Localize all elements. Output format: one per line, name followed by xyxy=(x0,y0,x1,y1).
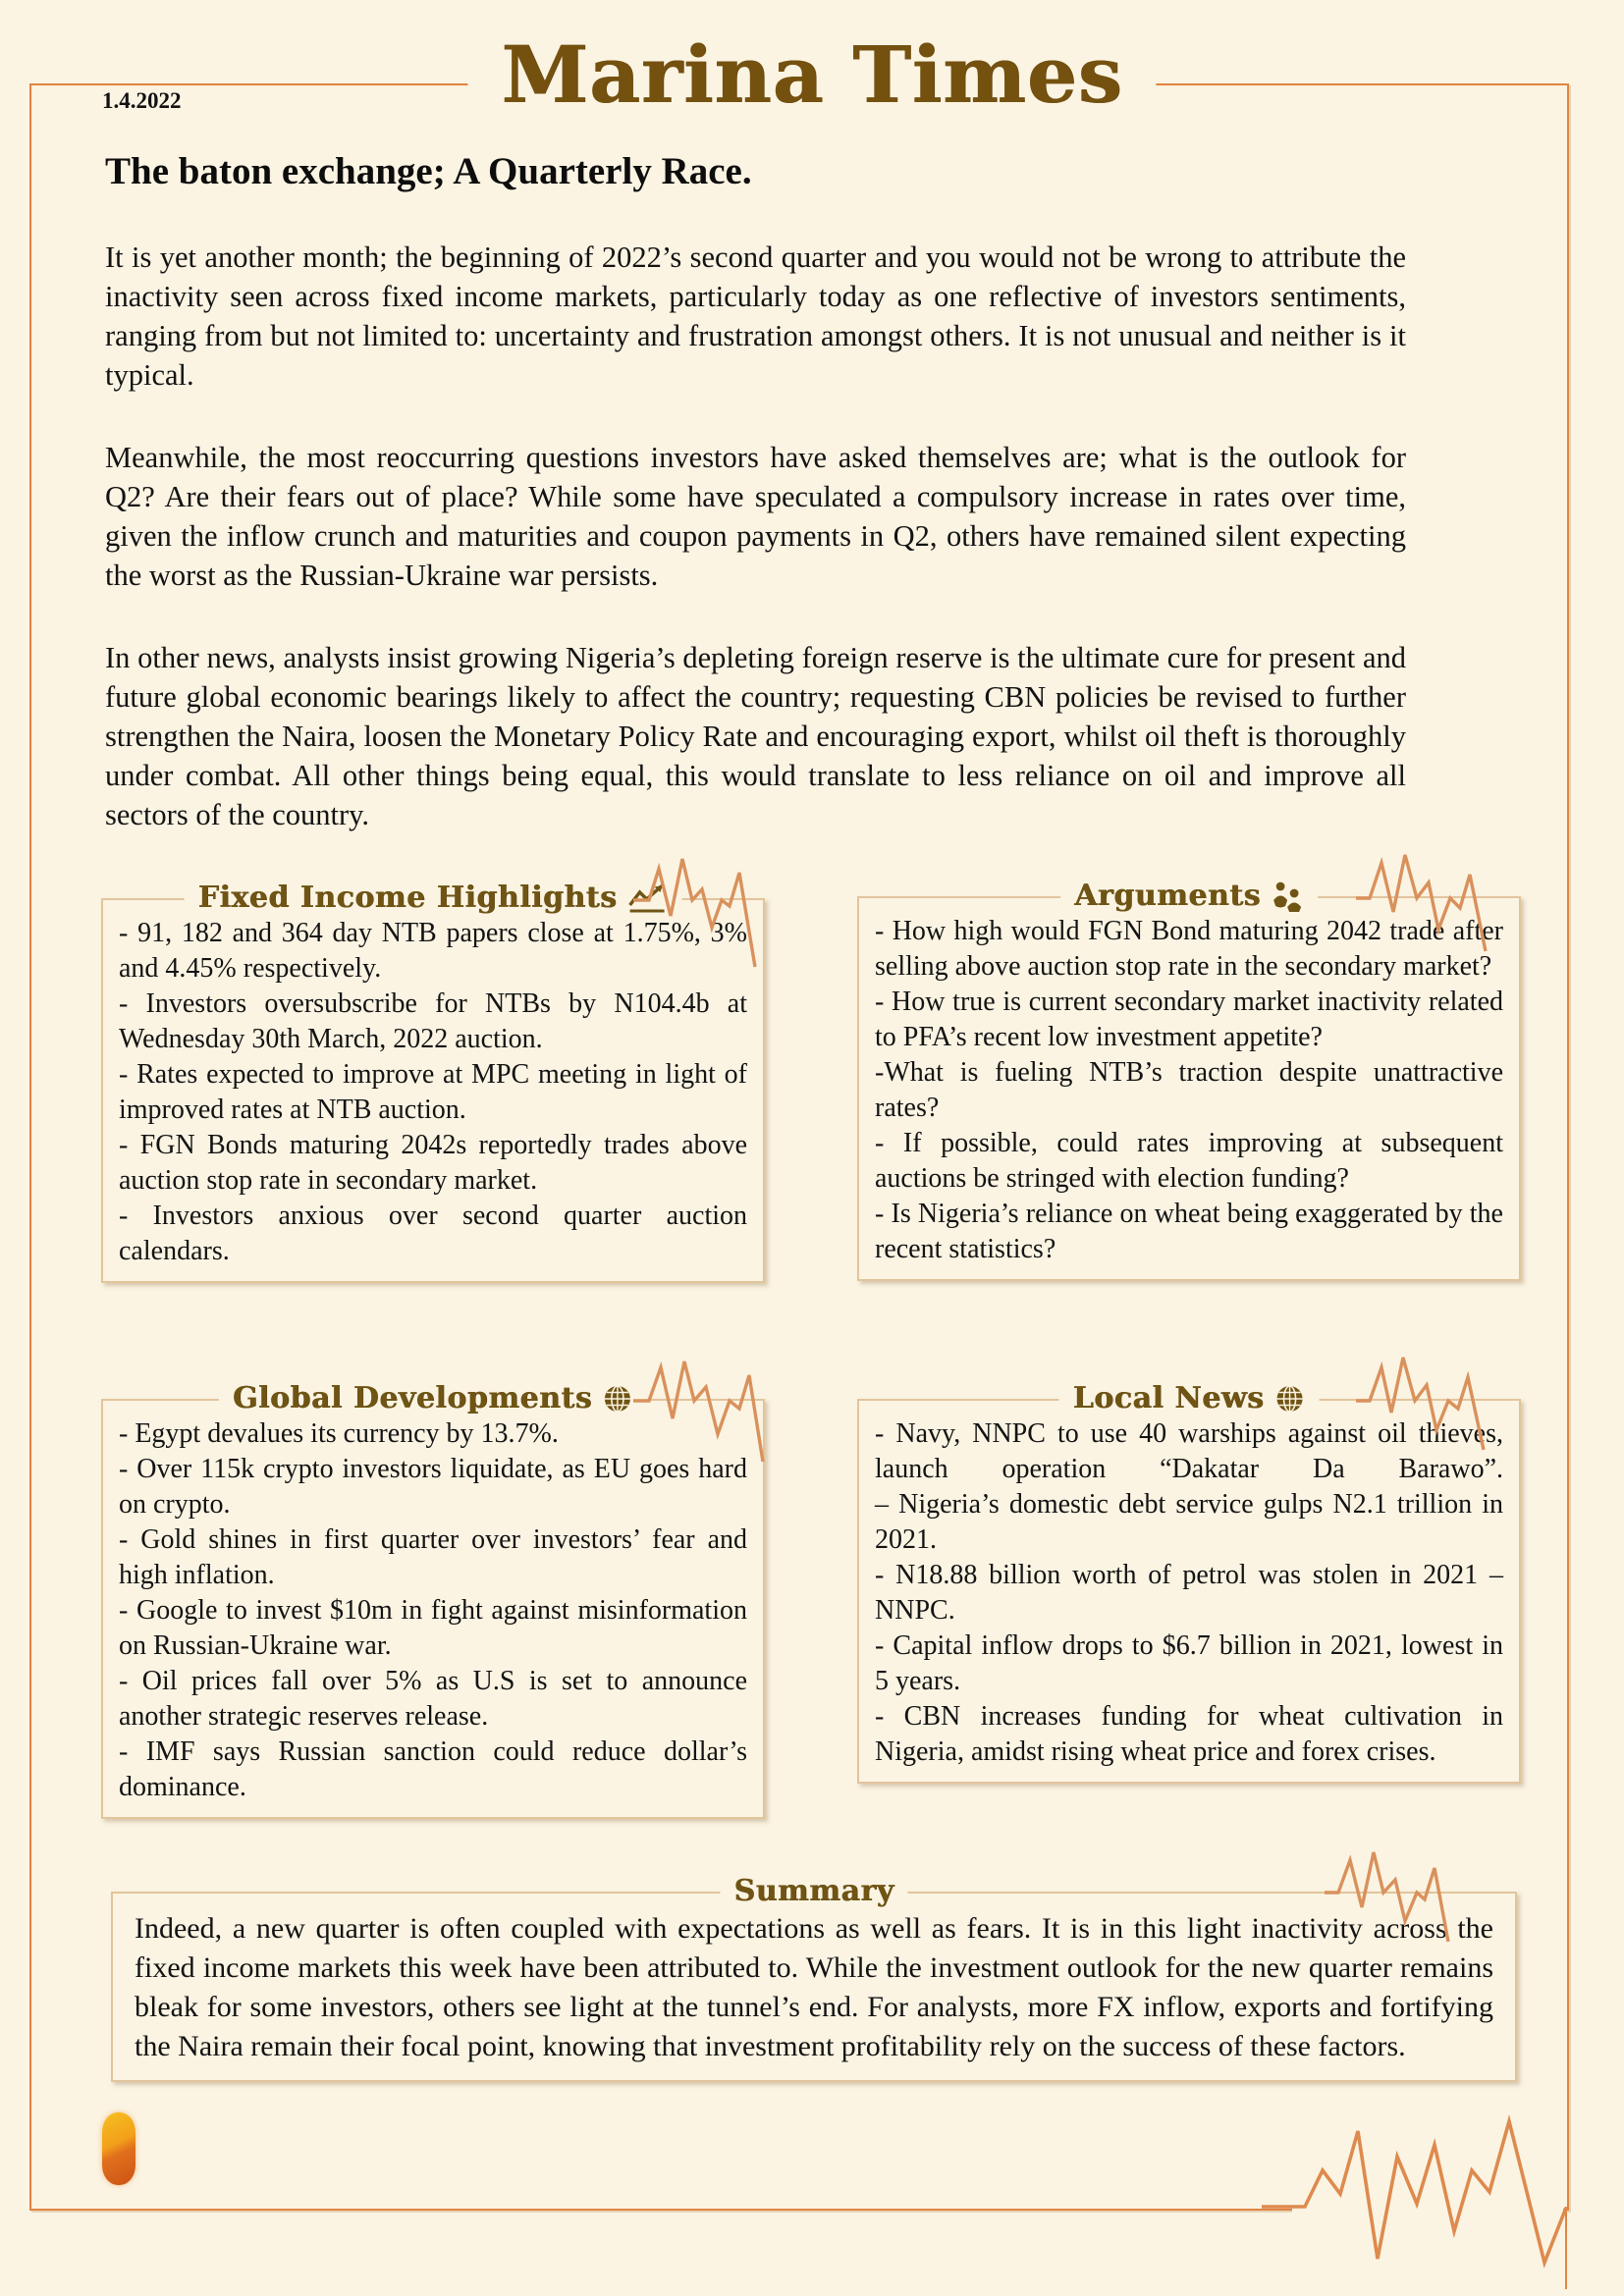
section-header xyxy=(219,1379,647,1418)
news-item: - Navy, NNPC to use 40 warships against oil thieves, launch operation “Dakatar Da Barawo”. xyxy=(875,1418,1503,1484)
chart-icon xyxy=(626,882,668,914)
summary-text: Indeed, a new quarter is often coupled with expectations as well as fears. It is in this light inactivity across the fixed income markets this week have been attributed to. While the investment outlook for the new quarter remains bleak for some investors, others see light at the tunnel’s end. For analysts, more FX inflow, exports and fortifying the Naira remain their focal point, knowing that investment profitability rely on the success of these factors. xyxy=(135,1912,1493,2062)
people-icon xyxy=(1271,881,1304,912)
news-item: - Over 115k crypto investors liquidate, as EU goes hard on crypto. xyxy=(119,1454,747,1520)
masthead-title: Marina Times xyxy=(467,22,1156,128)
news-item: - 91, 182 and 364 day NTB papers close at 1.75%, 3% and 4.45% respectively. xyxy=(119,918,747,984)
section-title: Summary xyxy=(733,1874,894,1908)
news-item: - Oil prices fall over 5% as U.S is set to announce another strategic reserves release. xyxy=(119,1666,747,1732)
news-item: - Egypt devalues its currency by 13.7%. xyxy=(119,1418,559,1449)
section-fixed-income-highlights xyxy=(101,881,765,1283)
section-global-developments xyxy=(101,1381,765,1819)
article-title: The baton exchange; A Quarterly Race. xyxy=(105,150,752,192)
section-title: Arguments xyxy=(1074,879,1261,913)
section-title: Global Developments xyxy=(232,1381,593,1415)
news-item: - Is Nigeria’s reliance on wheat being exaggerated by the recent statistics? xyxy=(875,1199,1503,1264)
article-paragraph-3: In other news, analysts insist growing Nigeria’s depleting foreign reserve is the ultimate cure for present and future global economic bearings likely to affect the country; requesting CBN policies be revised to further strengthen the Naira, loosen the Monetary Policy Rate and encouraging export, whilst oil theft is thoroughly under combat. All other things being equal, this would translate to less reliance on oil and improve all sectors of the country. xyxy=(105,641,1406,831)
globe-icon xyxy=(1273,1383,1305,1415)
globe-icon xyxy=(602,1383,633,1415)
news-item: – Nigeria’s domestic debt service gulps N2.1 trillion in 2021. xyxy=(875,1489,1503,1555)
border-mask xyxy=(1292,2199,1563,2213)
news-item: - Investors oversubscribe for NTBs by N104.4b at Wednesday 30th March, 2022 auction. xyxy=(119,988,747,1054)
news-item: -What is fueling NTB’s traction despite unattractive rates? xyxy=(875,1057,1503,1123)
issue-date: 1.4.2022 xyxy=(102,88,182,113)
lead-article xyxy=(105,149,1406,878)
news-item: - Capital inflow drops to $6.7 billion in 2021, lowest in 5 years. xyxy=(875,1630,1503,1696)
news-item: - If possible, could rates improving at subsequent auctions be stringed with election funding? xyxy=(875,1128,1503,1194)
section-header xyxy=(720,1872,907,1911)
section-title: Fixed Income Highlights xyxy=(197,881,618,915)
article-paragraph-2: Meanwhile, the most reoccurring questions investors have asked themselves are; what is the outlook for Q2? Are their fears out of place? While some have speculated a compulsory increase in rates over time, given the inflow crunch and maturities and coupon payments in Q2, others have remained silent expecting the worst as the Russian-Ukraine war persists. xyxy=(105,441,1406,592)
news-item: - Rates expected to improve at MPC meeting in light of improved rates at NTB auction. xyxy=(119,1059,747,1125)
section-header xyxy=(1060,877,1318,916)
news-item: - CBN increases funding for wheat cultivation in Nigeria, amidst rising wheat price and forex crises. xyxy=(875,1701,1503,1767)
brand-logo xyxy=(102,2112,135,2185)
news-item: - Investors anxious over second quarter auction calendars. xyxy=(119,1201,747,1266)
page-border-right-extension xyxy=(1565,2207,1567,2289)
section-arguments xyxy=(857,879,1521,1281)
news-item: - Gold shines in first quarter over investors’ fear and high inflation. xyxy=(119,1524,747,1590)
news-item: - Google to invest $10m in fight against misinformation on Russian-Ukraine war. xyxy=(119,1595,747,1661)
news-item: - N18.88 billion worth of petrol was stolen in 2021 – NNPC. xyxy=(875,1560,1503,1626)
section-header xyxy=(1059,1379,1320,1418)
news-item: - How high would FGN Bond maturing 2042 trade after selling above auction stop rate in the secondary market? xyxy=(875,916,1503,982)
section-local-news xyxy=(857,1381,1521,1784)
news-item: - IMF says Russian sanction could reduce dollar’s dominance. xyxy=(119,1736,747,1802)
section-title: Local News xyxy=(1072,1381,1265,1415)
news-item: - FGN Bonds maturing 2042s reportedly trades above auction stop rate in secondary market. xyxy=(119,1130,747,1196)
article-paragraph-1: It is yet another month; the beginning of 2022’s second quarter and you would not be wrong to attribute the inactivity seen across fixed income markets, particularly today as one reflective of investors sentiments, ranging from but not limited to: uncertainty and frustration amongst others. It is not unusual and neither is it typical. xyxy=(105,240,1406,392)
section-header xyxy=(185,879,682,918)
news-item: - How true is current secondary market inactivity related to PFA’s recent low investment appetite? xyxy=(875,987,1503,1052)
section-summary xyxy=(111,1874,1517,2082)
